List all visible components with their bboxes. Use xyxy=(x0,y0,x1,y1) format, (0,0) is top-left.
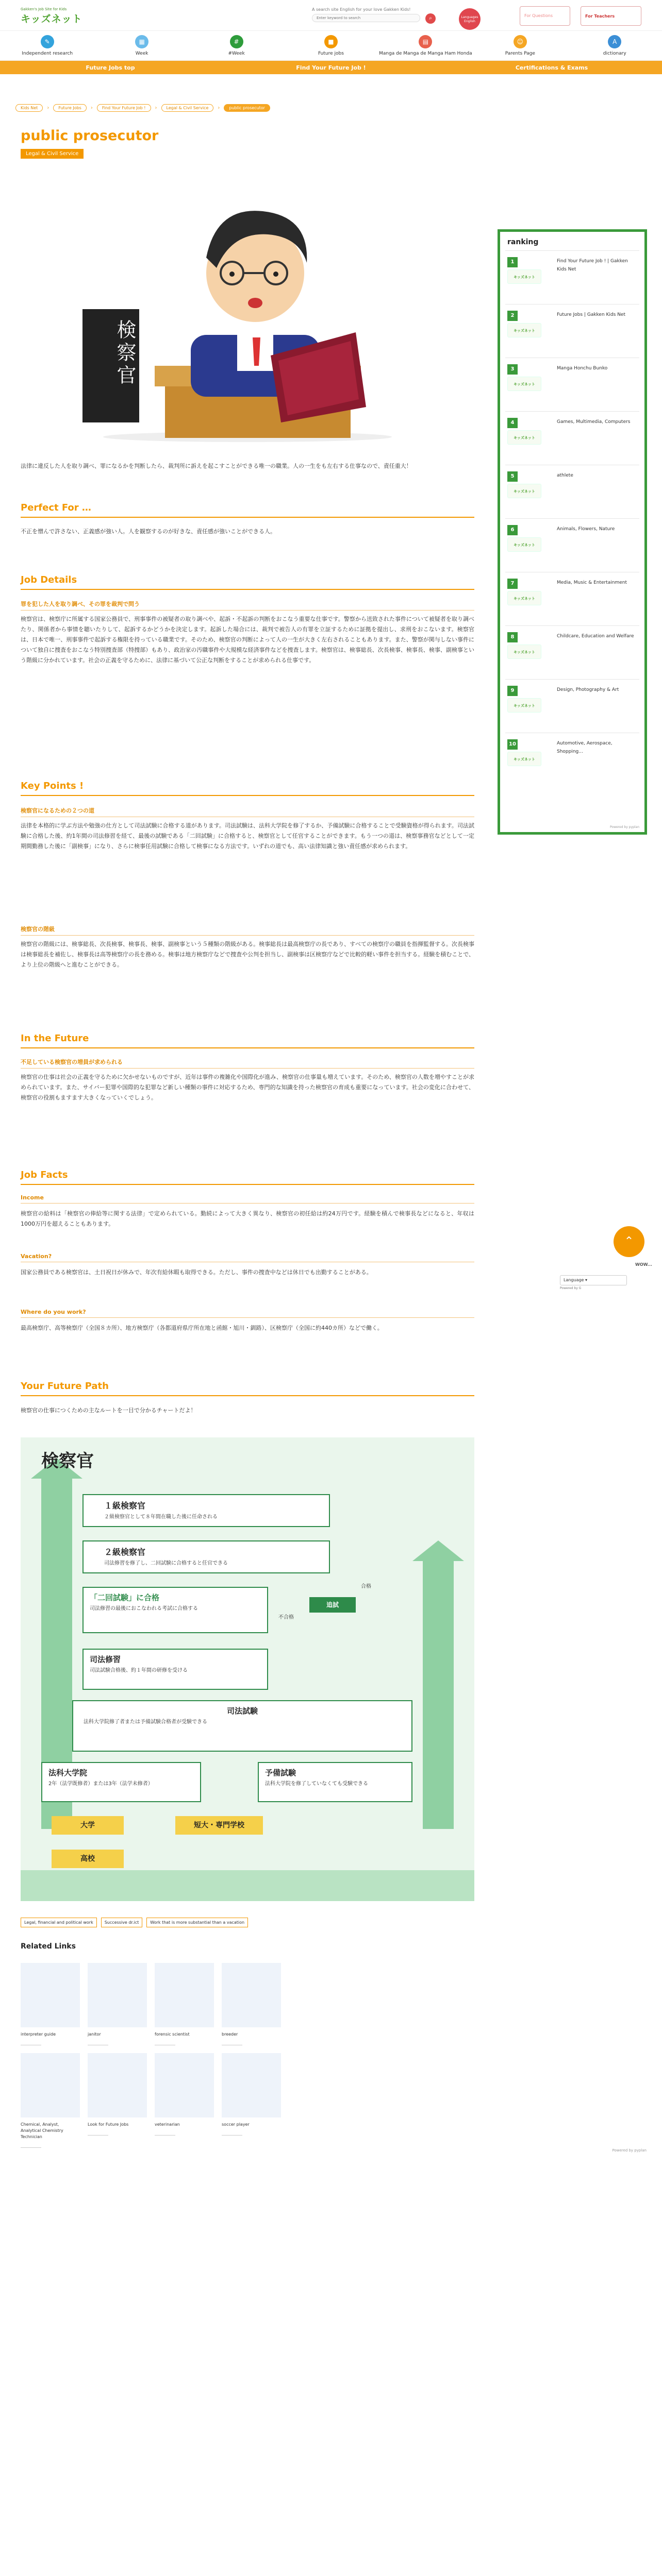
tag-item[interactable]: Successive dr.ict xyxy=(101,1918,143,1927)
nav-item-future-jobs[interactable] xyxy=(284,31,378,60)
step-prelim-title: 予備試験 xyxy=(265,1768,296,1777)
chevron-right-icon: › xyxy=(155,105,157,111)
job-details-heading: Job Details xyxy=(21,574,474,590)
hero-illustration xyxy=(21,180,474,448)
site-logo[interactable] xyxy=(21,7,82,25)
tag-item[interactable]: Legal, financial and political work xyxy=(21,1918,97,1927)
ranking-thumb: キッズネット xyxy=(507,645,541,659)
ranking-thumb: キッズネット xyxy=(507,591,541,605)
ranking-title: ranking xyxy=(507,238,539,246)
tag-list xyxy=(21,1918,248,1927)
ranking-number: 6 xyxy=(507,525,518,535)
language-select[interactable]: Language ▾ xyxy=(560,1275,627,1285)
nav-label: Week xyxy=(135,51,148,56)
nav-label: Manga de Manga de Manga Ham Honda xyxy=(379,51,472,56)
nav-label: dictionary xyxy=(603,51,626,56)
teachers-label: For Teachers xyxy=(585,13,615,19)
ranking-item[interactable] xyxy=(505,358,639,411)
vacation-text: 国家公務員である検察官は、土日祝日が休みで、年次有給休暇も取得できる。ただし、事件の捜査中などは休日でも出勤することがある。 xyxy=(21,1269,372,1276)
ranking-item[interactable] xyxy=(505,518,639,572)
nav-label: Future jobs xyxy=(318,51,344,56)
ranking-label: Automotive, Aerospace, Shopping... xyxy=(557,741,613,754)
breadcrumb xyxy=(15,104,270,112)
janitor-illustration xyxy=(88,1963,147,2027)
step-high-school: 高校 xyxy=(52,1850,124,1868)
step-grade1-title: １級検察官 xyxy=(104,1501,146,1511)
perfect-for-heading: Perfect For … xyxy=(21,502,474,518)
job-facts-heading: Job Facts xyxy=(21,1170,474,1185)
ranking-number: 7 xyxy=(507,579,518,589)
ranking-item[interactable] xyxy=(505,465,639,518)
subnav-certifications[interactable]: Certifications & Exams xyxy=(515,64,588,71)
ranking-number: 1 xyxy=(507,257,518,267)
language-select-label: Language xyxy=(564,1278,584,1282)
ranking-thumb: キッズネット xyxy=(507,752,541,766)
related-links-title: Related Links xyxy=(21,1942,76,1951)
key-points-text1: 法律を本格的に学ぶ方法や勉強の仕方として司法試験に合格する道があります。司法試験は、法科大学院を修了するか、予備試験に合格することで受験資格が得られます。司法試験に合格した後、約1年間の司法修習を経て、最後の試験である「二回試験」に合格すると、検察官として任官することができます。もう一つの道は、検察事務官などとして一定期間勤務した後に「副検事」になり、さらに検事任用試験に合格して検事になる方法です。いずれの道でも、高い法律知識と強い責任感が求められます。 xyxy=(21,822,474,850)
related-card[interactable] xyxy=(222,1963,281,2045)
ranking-thumb: キッズネット xyxy=(507,698,541,713)
step-bar-exam-desc: 法科大学院修了者または予備試験合格者が受験できる xyxy=(84,1719,207,1725)
up-arrow-icon[interactable]: ⌃ xyxy=(614,1226,644,1257)
ranking-label: Design, Photography & Art xyxy=(557,687,619,692)
pencil-icon: ✎ xyxy=(41,35,54,48)
translate-powered: Powered by G xyxy=(560,1286,582,1290)
nav-item-research[interactable] xyxy=(0,31,94,60)
ranking-item[interactable] xyxy=(505,733,639,786)
ranking-number: 3 xyxy=(507,364,518,375)
related-label: soccer player xyxy=(222,2122,250,2127)
float-label: WOW... xyxy=(635,1262,652,1267)
step-bar-exam-title: 司法試験 xyxy=(226,1706,258,1716)
logo-illustration xyxy=(88,2053,147,2117)
future-path-text: 検察官の仕事につくための主なルートを一目で分かるチャートだよ！ xyxy=(21,1407,196,1414)
related-label: Look for Future Jobs xyxy=(88,2122,129,2127)
step-training-title: 司法修習 xyxy=(90,1655,121,1664)
nav-item-dictionary[interactable] xyxy=(568,31,662,60)
ranking-thumb: キッズネット xyxy=(507,269,541,284)
chevron-right-icon: › xyxy=(47,105,49,111)
nav-item-week[interactable] xyxy=(94,31,189,60)
related-label: breeder xyxy=(222,2032,238,2037)
ranking-item[interactable] xyxy=(505,250,639,304)
nav-label: #Week xyxy=(228,51,245,56)
magnifier-icon[interactable]: ⌕ xyxy=(425,13,436,24)
step-university: 大学 xyxy=(52,1816,124,1835)
ranking-thumb: キッズネット xyxy=(507,377,541,391)
step-law-school xyxy=(41,1762,201,1802)
crumb-find-job[interactable]: Find Your Future Job ! xyxy=(97,104,151,112)
divider xyxy=(155,2135,175,2136)
related-card[interactable] xyxy=(155,2053,214,2136)
ranking-thumb: キッズネット xyxy=(507,430,541,445)
search-label: A search site English for your love Gakken Kids! xyxy=(312,7,411,12)
footer-powered: Powered by pyplan xyxy=(612,2148,647,2153)
step-training xyxy=(82,1649,268,1690)
step-nikai-desc: 司法修習の最後におこなわれる考試に合格する xyxy=(90,1606,198,1612)
vet-illustration xyxy=(155,2053,214,2117)
ranking-item[interactable] xyxy=(505,411,639,465)
related-card[interactable] xyxy=(88,2053,147,2136)
tag-item[interactable]: Work that is more substantial than a vacation xyxy=(146,1918,248,1927)
page-header xyxy=(21,129,474,159)
nav-item-hash-week[interactable] xyxy=(189,31,284,60)
ranking-thumb: キッズネット xyxy=(507,537,541,552)
subnav-future-jobs-top[interactable]: Future Jobs top xyxy=(86,64,135,71)
nav-item-manga[interactable] xyxy=(378,31,473,60)
ranking-item[interactable] xyxy=(505,625,639,679)
ranking-item[interactable] xyxy=(505,572,639,625)
step-grade1 xyxy=(82,1494,330,1527)
related-label: janitor xyxy=(88,2032,101,2037)
related-label: Chemical, Analyst, Analytical Chemistry Technician xyxy=(21,2122,63,2139)
side-retest: 追試 xyxy=(309,1597,356,1613)
language-label: Languages English xyxy=(461,15,478,23)
step-prelim-desc: 法科大学院を修了していなくても受験できる xyxy=(265,1781,368,1787)
scientist-illustration xyxy=(155,1963,214,2027)
soccer-illustration xyxy=(222,2053,281,2117)
career-path-chart xyxy=(21,1437,474,1901)
ranking-label: Childcare, Education and Welfare xyxy=(557,634,634,639)
vacation-label: Vacation? xyxy=(21,1253,474,1262)
briefcase-icon: ■ xyxy=(324,35,338,48)
book-icon: ▤ xyxy=(419,35,432,48)
step-grade2 xyxy=(82,1540,330,1573)
lead-text: 法律に違反した人を取り調べ、罪になるかを判断したら、裁判所に訴えを起こすことができる唯一の職業。人の一生をも左右する仕事なので、責任重大！ xyxy=(21,463,412,469)
hash-icon: # xyxy=(230,35,243,48)
nav-item-parents[interactable] xyxy=(473,31,567,60)
ranking-item[interactable] xyxy=(505,304,639,358)
key-points-sub1: 検察官になるための２つの道 xyxy=(21,806,474,817)
main-nav xyxy=(0,31,662,61)
ranking-number: 2 xyxy=(507,311,518,321)
teachers-button[interactable] xyxy=(581,6,641,26)
ranking-number: 10 xyxy=(507,739,518,750)
sub-nav xyxy=(0,61,662,74)
logo-subtitle: Gakken's Job Site for Kids xyxy=(21,7,67,11)
ranking-label: Games, Multimedia, Computers xyxy=(557,419,631,425)
search-input[interactable] xyxy=(312,14,420,22)
questions-button[interactable] xyxy=(520,6,570,26)
ranking-item[interactable] xyxy=(505,679,639,733)
related-card[interactable] xyxy=(155,1963,214,2045)
search-area xyxy=(312,7,441,25)
ranking-label: Manga Honchu Bunko xyxy=(557,366,608,371)
page-title: public prosecutor xyxy=(21,128,159,144)
prosecutor-illustration xyxy=(21,180,474,448)
subnav-find-your-job[interactable]: Find Your Future Job ! xyxy=(296,64,366,71)
related-card[interactable] xyxy=(222,2053,281,2136)
breeder-illustration xyxy=(222,1963,281,2027)
nav-label: Independent research xyxy=(22,51,73,56)
questions-label: For Questions xyxy=(524,13,553,18)
in-the-future-heading: In the Future xyxy=(21,1033,474,1048)
job-details-text: 検察官は、検察庁に所属する国家公務員で、刑事事件の被疑者の取り調べや、起訴・不起訴の判断をおこなう重要な仕事です。警察から送致された事件について被疑者を取り調べたり、関係者から事情を聴いたりして、起訴するかどうかを決定します。起訴した場合には、裁判で被告人の有罪を立証するために証拠を提出し、求刑をおこないます。検察官は、日本で唯一、刑事事件で起訴する権限を持っている職業です。そのため、検察官の判断によって人の一生が大きく左右されることもあります。また、警察が関与しない事件について独自に捜査をおこなう特別捜査部（特捜部）もあり、政治家の汚職事件や大規模な経済事件などを捜査します。検察官は、検事総長、次長検事、検事長、検事、副検事という階級に分かれています。社会の正義を守るために、法律に基づいて公正な判断をすることが求められる仕事です。 xyxy=(21,616,474,664)
in-the-future-text: 検察官の仕事は社会の正義を守るために欠かせないものですが、近年は事件の複雑化や国際化が進み、検察官の仕事量も増えています。そのため、検察官の人数を増やすことが求められています。また、サイバー犯罪や国際的な犯罪など新しい種類の事件に対応するため、専門的な知識を持った検察官の育成も重要になっています。社会の変化に合わせて、検察官の役割もますます大きくなっていくでしょう。 xyxy=(21,1074,474,1101)
crumb-future-jobs[interactable]: Future Jobs xyxy=(53,104,87,112)
where-label: Where do you work? xyxy=(21,1309,474,1318)
future-path-heading: Your Future Path xyxy=(21,1381,474,1396)
step-college: 短大・専門学校 xyxy=(175,1816,263,1835)
chevron-right-icon: › xyxy=(218,105,220,111)
fail-label: 不合格 xyxy=(278,1615,294,1620)
category-badge[interactable]: Legal & Civil Service xyxy=(21,149,84,159)
nav-label: Parents Page xyxy=(505,51,535,56)
step-bar-exam xyxy=(72,1700,412,1752)
guide-illustration xyxy=(21,1963,80,2027)
chart-title: 検察官 xyxy=(41,1451,94,1471)
divider xyxy=(88,2135,108,2136)
key-points-heading: Key Points ! xyxy=(21,781,474,796)
ranking-label: Animals, Flowers, Nature xyxy=(557,527,615,532)
ranking-powered: Powered by pyplan xyxy=(610,825,639,829)
related-label: veterinarian xyxy=(155,2122,180,2127)
step-prelim xyxy=(258,1762,412,1802)
job-details-subheading: 罪を犯した人を取り調べ、その罪を裁判で問う xyxy=(21,600,474,611)
step-grade2-desc: 司法修習を修了し、二回試験に合格すると任官できる xyxy=(104,1561,228,1566)
ranking-number: 4 xyxy=(507,418,518,428)
related-card[interactable] xyxy=(21,2053,80,2148)
step-law-school-desc: 2年（法学既修者）または3年（法学未修者） xyxy=(48,1781,153,1787)
pass-label: 合格 xyxy=(361,1584,371,1589)
related-card[interactable] xyxy=(88,1963,147,2045)
calendar-icon: ▦ xyxy=(135,35,148,48)
related-label: forensic scientist xyxy=(155,2032,190,2037)
income-text: 検察官の給料は「検察官の俸給等に関する法律」で定められている。勤続によって大きく異なり、検察官の初任給は約24万円です。経験を積んで検事長などになると、年収は1000万円を超えることもあります。 xyxy=(21,1210,474,1227)
crumb-current: public prosecutor xyxy=(224,104,270,112)
chemist-illustration xyxy=(21,2053,80,2117)
in-the-future-subheading: 不足している検察官の増員が求められる xyxy=(21,1058,474,1069)
step-law-school-title: 法科大学院 xyxy=(48,1768,88,1777)
ranking-panel xyxy=(498,229,647,835)
crumb-category[interactable]: Legal & Civil Service xyxy=(161,104,214,112)
ranking-label: Future Jobs | Gakken Kids Net xyxy=(557,312,625,317)
step-nikai xyxy=(82,1587,268,1633)
step-grade2-title: ２級検察官 xyxy=(104,1547,146,1557)
ranking-label: Media, Music & Entertainment xyxy=(557,580,627,585)
step-training-desc: 司法試験合格後、約１年間の研修を受ける xyxy=(90,1668,188,1673)
divider xyxy=(21,2147,41,2148)
family-icon: ☺ xyxy=(514,35,527,48)
ranking-label: Find Your Future Job ! | Gakken Kids Net xyxy=(557,259,628,272)
key-points-sub2: 検察官の階級 xyxy=(21,925,474,936)
where-text: 最高検察庁、高等検察庁（全国８カ所）、地方検察庁（各都道府県庁所在地と函館・旭川・釧路）、区検察庁（全国に約440カ所）などで働く。 xyxy=(21,1325,383,1331)
crumb-kids-net[interactable]: Kids Net xyxy=(15,104,43,112)
key-points-text2: 検察官の階級には、検事総長、次長検事、検事長、検事、副検事という５種類の階級がある。検事総長は最高検察庁の長であり、すべての検察庁の職員を指揮監督する。次長検事は検事総長を補佐し、検事長は高等検察庁の長を務める。検事は地方検察庁などで捜査や公判を担当し、副検事は区検察庁などで比較的軽い事件を担当する。経験を積むことで、より上位の階級へと進むことができる。 xyxy=(21,941,474,968)
step-grade1-desc: ２級検察官として８年間在職した後に任命される xyxy=(104,1514,218,1520)
step-nikai-title: 「二回試験」に合格 xyxy=(90,1593,160,1602)
ranking-number: 9 xyxy=(507,686,518,696)
logo-title: キッズネット xyxy=(21,13,82,25)
ranking-label: athlete xyxy=(557,473,573,478)
income-label: Income xyxy=(21,1194,474,1204)
hero-sign-label: 検察官 xyxy=(113,319,136,387)
site-header xyxy=(0,0,662,31)
ranking-thumb: キッズネット xyxy=(507,484,541,498)
dictionary-icon: A xyxy=(608,35,621,48)
language-button[interactable] xyxy=(459,8,481,30)
related-label: interpreter guide xyxy=(21,2032,56,2037)
ranking-number: 5 xyxy=(507,471,518,482)
related-card[interactable] xyxy=(21,1963,80,2045)
ranking-number: 8 xyxy=(507,632,518,642)
divider xyxy=(222,2135,242,2136)
perfect-for-text: 不正を憎んで許さない、正義感が強い人。人を観察するのが好きな、責任感が強いことができる人。 xyxy=(21,528,276,535)
ranking-thumb: キッズネット xyxy=(507,323,541,337)
chevron-right-icon: › xyxy=(90,105,93,111)
